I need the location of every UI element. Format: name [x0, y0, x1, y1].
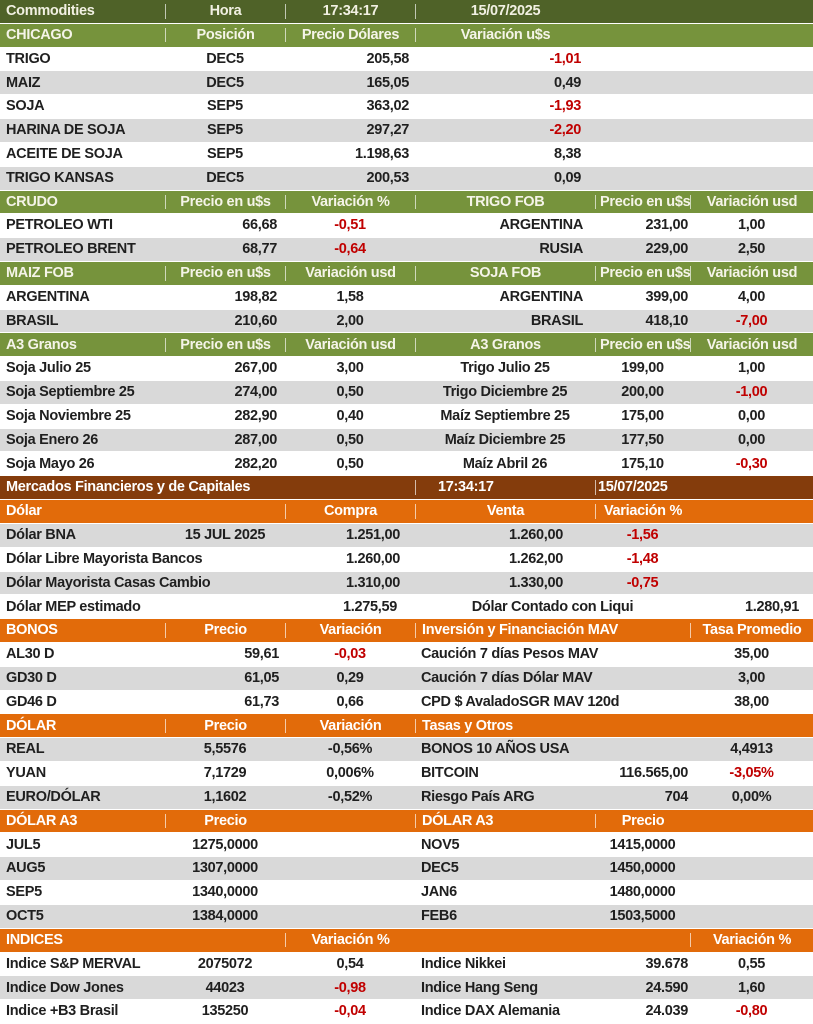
- header-a3-granos-cell-c5: Precio en u$s: [595, 338, 690, 353]
- header-bonos-mav-cell-c4: Inversión y Financiación MAV: [415, 623, 690, 638]
- chicago-soja: [0, 95, 813, 119]
- chicago-trigo-kansas-cell-c3: 200,53: [366, 169, 409, 186]
- crudo-petroleo-brent-cell-c3: -0,64: [334, 241, 366, 258]
- chicago-aceite-de-soja-cell-c1: ACEITE DE SOJA: [6, 146, 123, 163]
- a3-soja-enero-26-cell-c5: 177,50: [621, 431, 664, 448]
- a3-soja-julio-25-cell-c6: 1,00: [737, 360, 766, 377]
- chicago-trigo-cell-c2: DEC5: [206, 50, 244, 67]
- dolar-bna-cell-c3: 1.251,00: [345, 527, 400, 544]
- bonos-gd46d-cell-c1: GD46 D: [6, 693, 57, 710]
- maizfob-argentina-cell-c3: 1,58: [336, 288, 364, 305]
- bonos-gd46d: [0, 691, 813, 715]
- header-dolar-a3-cell-c4: DÓLAR A3: [415, 814, 595, 829]
- a3-soja-mayo-26: [0, 452, 813, 476]
- header-indices-cell-c3: Variación %: [285, 933, 415, 948]
- crudo-petroleo-wti-cell-c6: 1,00: [737, 217, 766, 234]
- dolar-a3-sep5-jan6-cell-c5: 1480,0000: [609, 884, 676, 901]
- indices-merval-nikkei: [0, 953, 813, 977]
- bonos-gd30d-cell-c1: GD30 D: [6, 669, 57, 686]
- chicago-soja-cell-c4: -1,93: [549, 98, 581, 115]
- header-crudo-trigofob: [0, 191, 813, 215]
- bonos-gd30d-cell-c4: Caución 7 días Dólar MAV: [421, 669, 593, 686]
- dolar-a3-sep5-jan6-cell-c2: 1340,0000: [192, 884, 258, 901]
- header-dolar-tasas-cell-c1: DÓLAR: [6, 717, 57, 734]
- bonos-gd30d-cell-c3: 0,29: [336, 669, 364, 686]
- maizfob-brasil-cell-c5: 418,10: [645, 312, 688, 329]
- dolar-a3-jul5-nov5: [0, 833, 813, 857]
- chicago-maiz-cell-c2: DEC5: [206, 74, 244, 91]
- dolar-libre-mayorista-bancos-cell-c1: Dólar Libre Mayorista Bancos: [6, 550, 203, 567]
- a3-soja-enero-26-cell-c4: Maíz Diciembre 25: [444, 431, 566, 448]
- header-bonos-mav-cell-c6: Tasa Promedio: [690, 623, 813, 638]
- indices-merval-nikkei-cell-c2: 2075072: [197, 955, 253, 972]
- fx-euro-dolar-cell-c3: -0,52%: [327, 789, 373, 806]
- header-dolar-cell-c1: Dólar: [6, 503, 42, 520]
- title-mercados-financieros-cell-c4: 17:34:17: [415, 480, 595, 495]
- dolar-bna: [0, 524, 813, 548]
- dolar-libre-mayorista-bancos-cell-c4: 1.262,00: [508, 550, 563, 567]
- a3-soja-julio-25: [0, 357, 813, 381]
- chicago-trigo: [0, 48, 813, 72]
- dolar-libre-mayorista-bancos-cell-c3: 1.260,00: [345, 550, 400, 567]
- a3-soja-enero-26-cell-c6: 0,00: [737, 431, 766, 448]
- dolar-bna-cell-c2: 15 JUL 2025: [184, 527, 266, 544]
- header-indices-cell-c1: INDICES: [6, 931, 63, 948]
- dolar-a3-jul5-nov5-cell-c1: JUL5: [6, 836, 41, 853]
- fx-real-cell-c2: 5,5576: [203, 741, 247, 758]
- chicago-trigo-kansas: [0, 167, 813, 191]
- dolar-mep-ccl-cell-c1: Dólar MEP estimado: [6, 598, 141, 615]
- dolar-a3-oct5-feb6-cell-c4: FEB6: [421, 908, 457, 925]
- title-mercados-financieros-cell-c5: 15/07/2025: [595, 480, 690, 495]
- indices-b3-dax: [0, 1000, 813, 1024]
- indices-b3-dax-cell-c2: 135250: [201, 1003, 249, 1020]
- header-bonos-mav-cell-c2: Precio: [165, 623, 285, 638]
- indices-b3-dax-cell-c5: 24.039: [645, 1003, 688, 1020]
- header-a3-granos-cell-c6: Variación usd: [690, 338, 813, 353]
- chicago-maiz-cell-c3: 165,05: [366, 74, 409, 91]
- bonos-gd46d-cell-c3: 0,66: [336, 693, 364, 710]
- a3-soja-julio-25-cell-c4: Trigo Julio 25: [460, 360, 550, 377]
- dolar-a3-jul5-nov5-cell-c4: NOV5: [421, 836, 460, 853]
- header-dolar-tasas-cell-c4: Tasas y Otros: [415, 719, 690, 734]
- chicago-trigo-kansas-cell-c1: TRIGO KANSAS: [6, 169, 114, 186]
- crudo-petroleo-brent-cell-c2: 68,77: [242, 241, 277, 258]
- indices-merval-nikkei-cell-c4: Indice Nikkei: [421, 955, 506, 972]
- bonos-gd30d-cell-c2: 61,05: [244, 669, 279, 686]
- title-mercados-financieros: [0, 476, 813, 500]
- dolar-mayorista-casas-cambio-cell-c4: 1.330,00: [508, 574, 563, 591]
- fx-real-cell-c1: REAL: [6, 741, 45, 758]
- chicago-aceite-de-soja-cell-c2: SEP5: [207, 146, 243, 163]
- a3-soja-enero-26-cell-c2: 287,00: [234, 431, 277, 448]
- fx-euro-dolar: [0, 786, 813, 810]
- maizfob-brasil-cell-c1: BRASIL: [6, 312, 59, 329]
- maizfob-brasil-cell-c4: BRASIL: [530, 312, 583, 329]
- title-commodities-cell-c4: 15/07/2025: [415, 4, 595, 19]
- bonos-gd30d-cell-c6: 3,00: [737, 669, 766, 686]
- crudo-petroleo-wti: [0, 214, 813, 238]
- header-crudo-trigofob-cell-c6: Variación usd: [690, 195, 813, 210]
- a3-soja-noviembre-25-cell-c4: Maíz Septiembre 25: [440, 407, 570, 424]
- dolar-mep-ccl-cell-c6: 1.280,91: [744, 598, 799, 615]
- a3-soja-septiembre-25-cell-c4: Trigo Diciembre 25: [442, 384, 568, 401]
- header-a3-granos-cell-c1: A3 Granos: [6, 336, 77, 353]
- fx-real: [0, 738, 813, 762]
- chicago-soja-cell-c2: SEP5: [207, 98, 243, 115]
- dolar-bna-cell-c4: 1.260,00: [508, 527, 563, 544]
- header-chicago-cell-c3: Precio Dólares: [285, 28, 415, 43]
- header-chicago-cell-c4: Variación u$s: [415, 28, 595, 43]
- dolar-mayorista-casas-cambio: [0, 572, 813, 596]
- chicago-maiz-cell-c4: 0,49: [553, 74, 581, 91]
- header-maizfob-sojafob-cell-c1: MAIZ FOB: [6, 265, 74, 282]
- indices-dowjones-hangseng-cell-c1: Indice Dow Jones: [6, 979, 124, 996]
- header-crudo-trigofob-cell-c3: Variación %: [285, 195, 415, 210]
- indices-merval-nikkei-cell-c1: Indice S&P MERVAL: [6, 955, 141, 972]
- indices-merval-nikkei-cell-c6: 0,55: [737, 955, 766, 972]
- chicago-aceite-de-soja: [0, 143, 813, 167]
- a3-soja-mayo-26-cell-c6: -0,30: [735, 455, 768, 472]
- dolar-libre-mayorista-bancos: [0, 548, 813, 572]
- header-chicago-cell-c2: Posición: [165, 28, 285, 43]
- header-dolar-tasas-cell-c2: Precio: [165, 719, 285, 734]
- chicago-harina-de-soja-cell-c4: -2,20: [549, 122, 581, 139]
- header-maizfob-sojafob-cell-c3: Variación usd: [285, 266, 415, 281]
- dolar-mayorista-casas-cambio-cell-c3: 1.310,00: [345, 574, 400, 591]
- fx-real-cell-c6: 4,4913: [730, 741, 773, 758]
- a3-soja-julio-25-cell-c3: 3,00: [336, 360, 364, 377]
- a3-soja-julio-25-cell-c5: 199,00: [621, 360, 664, 377]
- bonos-al30d-cell-c1: AL30 D: [6, 646, 55, 663]
- a3-soja-mayo-26-cell-c2: 282,20: [234, 455, 277, 472]
- bonos-al30d-cell-c4: Caución 7 días Pesos MAV: [421, 646, 599, 663]
- bonos-al30d: [0, 643, 813, 667]
- dolar-a3-jul5-nov5-cell-c5: 1415,0000: [609, 836, 676, 853]
- indices-b3-dax-cell-c3: -0,04: [334, 1003, 366, 1020]
- dolar-mep-ccl: [0, 595, 813, 619]
- chicago-soja-cell-c3: 363,02: [366, 98, 409, 115]
- a3-soja-septiembre-25-cell-c6: -1,00: [735, 384, 768, 401]
- header-dolar-cell-c4: Venta: [415, 504, 595, 519]
- a3-soja-enero-26: [0, 429, 813, 453]
- chicago-aceite-de-soja-cell-c4: 8,38: [553, 146, 581, 163]
- bonos-gd46d-cell-c2: 61,73: [244, 693, 279, 710]
- header-dolar-cell-c3: Compra: [285, 504, 415, 519]
- dolar-a3-sep5-jan6-cell-c1: SEP5: [6, 884, 42, 901]
- dolar-a3-jul5-nov5-cell-c2: 1275,0000: [192, 836, 258, 853]
- dolar-mayorista-casas-cambio-cell-c5: -0,75: [626, 574, 659, 591]
- indices-b3-dax-cell-c4: Indice DAX Alemania: [421, 1003, 560, 1020]
- title-commodities: [0, 0, 813, 24]
- maizfob-brasil-cell-c6: -7,00: [735, 312, 768, 329]
- header-a3-granos-cell-c3: Variación usd: [285, 338, 415, 353]
- a3-soja-noviembre-25: [0, 405, 813, 429]
- dolar-libre-mayorista-bancos-cell-c5: -1,48: [626, 550, 659, 567]
- header-crudo-trigofob-cell-c2: Precio en u$s: [165, 195, 285, 210]
- fx-euro-dolar-cell-c2: 1,1602: [203, 789, 247, 806]
- indices-merval-nikkei-cell-c5: 39.678: [645, 955, 688, 972]
- header-a3-granos-cell-c4: A3 Granos: [415, 338, 595, 353]
- a3-soja-mayo-26-cell-c5: 175,10: [621, 455, 664, 472]
- dolar-a3-aug5-dec5-cell-c1: AUG5: [6, 860, 46, 877]
- header-bonos-mav-cell-c3: Variación: [285, 623, 415, 638]
- title-mercados-financieros-cell-c1: Mercados Financieros y de Capitales: [6, 479, 251, 496]
- a3-soja-noviembre-25-cell-c1: Soja Noviembre 25: [6, 407, 131, 424]
- maizfob-brasil: [0, 310, 813, 334]
- a3-soja-septiembre-25: [0, 381, 813, 405]
- dolar-a3-oct5-feb6-cell-c5: 1503,5000: [609, 908, 676, 925]
- indices-dowjones-hangseng: [0, 976, 813, 1000]
- chicago-harina-de-soja-cell-c2: SEP5: [207, 122, 243, 139]
- header-a3-granos-cell-c2: Precio en u$s: [165, 338, 285, 353]
- header-crudo-trigofob-cell-c5: Precio en u$s: [595, 195, 690, 210]
- chicago-trigo-kansas-cell-c2: DEC5: [206, 169, 244, 186]
- chicago-harina-de-soja-cell-c1: HARINA DE SOJA: [6, 122, 126, 139]
- header-dolar-a3-cell-c2: Precio: [165, 814, 285, 829]
- bonos-gd46d-cell-c4: CPD $ AvaladoSGR MAV 120d: [421, 693, 620, 710]
- crudo-petroleo-brent-cell-c4: RUSIA: [539, 241, 583, 258]
- chicago-harina-de-soja-cell-c3: 297,27: [366, 122, 409, 139]
- fx-euro-dolar-cell-c1: EURO/DÓLAR: [6, 789, 101, 806]
- fx-yuan-cell-c1: YUAN: [6, 765, 46, 782]
- header-dolar-tasas-cell-c3: Variación: [285, 719, 415, 734]
- title-commodities-cell-c3: 17:34:17: [285, 4, 415, 19]
- header-maizfob-sojafob-cell-c5: Precio en u$s: [595, 266, 690, 281]
- dolar-a3-aug5-dec5-cell-c2: 1307,0000: [192, 860, 258, 877]
- indices-dowjones-hangseng-cell-c5: 24.590: [645, 979, 688, 996]
- a3-soja-noviembre-25-cell-c3: 0,40: [336, 407, 364, 424]
- a3-soja-enero-26-cell-c3: 0,50: [336, 431, 364, 448]
- maizfob-argentina-cell-c2: 198,82: [234, 288, 277, 305]
- chicago-trigo-cell-c1: TRIGO: [6, 50, 51, 67]
- crudo-petroleo-brent: [0, 238, 813, 262]
- crudo-petroleo-brent-cell-c6: 2,50: [737, 241, 766, 258]
- header-maizfob-sojafob-cell-c4: SOJA FOB: [415, 266, 595, 281]
- dolar-a3-aug5-dec5-cell-c4: DEC5: [421, 860, 459, 877]
- a3-soja-noviembre-25-cell-c6: 0,00: [737, 407, 766, 424]
- chicago-trigo-kansas-cell-c4: 0,09: [553, 169, 581, 186]
- crudo-petroleo-wti-cell-c1: PETROLEO WTI: [6, 217, 113, 234]
- header-dolar-a3-cell-c1: DÓLAR A3: [6, 812, 78, 829]
- maizfob-argentina-cell-c6: 4,00: [737, 288, 766, 305]
- header-dolar-a3-cell-c5: Precio: [595, 814, 690, 829]
- dolar-a3-sep5-jan6-cell-c4: JAN6: [421, 884, 457, 901]
- maizfob-brasil-cell-c3: 2,00: [336, 312, 364, 329]
- header-crudo-trigofob-cell-c4: TRIGO FOB: [415, 195, 595, 210]
- dolar-bna-cell-c1: Dólar BNA: [6, 527, 76, 544]
- a3-soja-mayo-26-cell-c4: Maíz Abril 26: [462, 455, 548, 472]
- maizfob-argentina-cell-c1: ARGENTINA: [6, 288, 90, 305]
- fx-euro-dolar-cell-c6: 0,00%: [731, 789, 772, 806]
- header-maizfob-sojafob-cell-c6: Variación usd: [690, 266, 813, 281]
- header-dolar-cell-c5: Variación %: [595, 504, 690, 519]
- crudo-petroleo-brent-cell-c5: 229,00: [645, 241, 688, 258]
- crudo-petroleo-wti-cell-c3: -0,51: [334, 217, 366, 234]
- a3-soja-noviembre-25-cell-c2: 282,90: [234, 407, 277, 424]
- crudo-petroleo-wti-cell-c5: 231,00: [645, 217, 688, 234]
- maizfob-argentina-cell-c4: ARGENTINA: [499, 288, 583, 305]
- indices-dowjones-hangseng-cell-c6: 1,60: [737, 979, 766, 996]
- fx-yuan-cell-c4: BITCOIN: [421, 765, 479, 782]
- header-dolar-a3: [0, 810, 813, 834]
- a3-soja-julio-25-cell-c1: Soja Julio 25: [6, 360, 91, 377]
- chicago-trigo-cell-c4: -1,01: [549, 50, 581, 67]
- header-chicago-cell-c1: CHICAGO: [6, 26, 73, 43]
- dolar-a3-oct5-feb6-cell-c2: 1384,0000: [192, 908, 258, 925]
- fx-yuan-cell-c2: 7,1729: [203, 765, 247, 782]
- chicago-maiz: [0, 71, 813, 95]
- header-indices: [0, 929, 813, 953]
- maizfob-argentina: [0, 286, 813, 310]
- dolar-mep-ccl-cell-c3: 1.275,59: [342, 598, 397, 615]
- a3-soja-julio-25-cell-c2: 267,00: [234, 360, 277, 377]
- maizfob-brasil-cell-c2: 210,60: [234, 312, 277, 329]
- header-bonos-mav: [0, 619, 813, 643]
- indices-b3-dax-cell-c1: Indice +B3 Brasil: [6, 1003, 119, 1020]
- bonos-gd46d-cell-c6: 38,00: [734, 693, 769, 710]
- indices-merval-nikkei-cell-c3: 0,54: [336, 955, 364, 972]
- header-bonos-mav-cell-c1: BONOS: [6, 622, 58, 639]
- dolar-a3-oct5-feb6-cell-c1: OCT5: [6, 908, 44, 925]
- fx-euro-dolar-cell-c4: Riesgo País ARG: [421, 789, 535, 806]
- a3-soja-septiembre-25-cell-c2: 274,00: [234, 384, 277, 401]
- a3-soja-septiembre-25-cell-c5: 200,00: [621, 384, 664, 401]
- header-chicago: [0, 24, 813, 48]
- dolar-a3-sep5-jan6: [0, 881, 813, 905]
- indices-b3-dax-cell-c6: -0,80: [735, 1003, 768, 1020]
- indices-dowjones-hangseng-cell-c4: Indice Hang Seng: [421, 979, 538, 996]
- dolar-mayorista-casas-cambio-cell-c1: Dólar Mayorista Casas Cambio: [6, 574, 211, 591]
- crudo-petroleo-wti-cell-c4: ARGENTINA: [499, 217, 583, 234]
- a3-soja-septiembre-25-cell-c3: 0,50: [336, 384, 364, 401]
- chicago-aceite-de-soja-cell-c3: 1.198,63: [354, 146, 409, 163]
- a3-soja-mayo-26-cell-c3: 0,50: [336, 455, 364, 472]
- header-a3-granos: [0, 333, 813, 357]
- crudo-petroleo-wti-cell-c2: 66,68: [242, 217, 277, 234]
- maizfob-argentina-cell-c5: 399,00: [645, 288, 688, 305]
- chicago-trigo-cell-c3: 205,58: [366, 50, 409, 67]
- fx-yuan-cell-c5: 116.565,00: [619, 765, 688, 782]
- fx-euro-dolar-cell-c5: 704: [664, 789, 688, 806]
- dolar-bna-cell-c5: -1,56: [626, 527, 659, 544]
- bonos-al30d-cell-c6: 35,00: [734, 646, 769, 663]
- chicago-soja-cell-c1: SOJA: [6, 98, 45, 115]
- a3-soja-enero-26-cell-c1: Soja Enero 26: [6, 431, 98, 448]
- header-dolar-tasas: [0, 714, 813, 738]
- crudo-petroleo-brent-cell-c1: PETROLEO BRENT: [6, 241, 136, 258]
- header-maizfob-sojafob: [0, 262, 813, 286]
- bonos-gd30d: [0, 667, 813, 691]
- bonos-al30d-cell-c2: 59,61: [244, 646, 279, 663]
- chicago-harina-de-soja: [0, 119, 813, 143]
- bonos-al30d-cell-c3: -0,03: [334, 646, 366, 663]
- header-dolar: [0, 500, 813, 524]
- fx-real-cell-c4: BONOS 10 AÑOS USA: [421, 741, 570, 758]
- indices-dowjones-hangseng-cell-c3: -0,98: [334, 979, 366, 996]
- a3-soja-septiembre-25-cell-c1: Soja Septiembre 25: [6, 384, 135, 401]
- fx-yuan-cell-c3: 0,006%: [326, 765, 374, 782]
- header-indices-cell-c6: Variación %: [690, 933, 813, 948]
- dolar-a3-oct5-feb6: [0, 905, 813, 929]
- chicago-maiz-cell-c1: MAIZ: [6, 74, 41, 91]
- dolar-a3-aug5-dec5: [0, 857, 813, 881]
- indices-dowjones-hangseng-cell-c2: 44023: [205, 979, 245, 996]
- fx-yuan-cell-c6: -3,05%: [729, 765, 774, 782]
- a3-soja-mayo-26-cell-c1: Soja Mayo 26: [6, 455, 95, 472]
- header-crudo-trigofob-cell-c1: CRUDO: [6, 193, 58, 210]
- fx-real-cell-c3: -0,56%: [327, 741, 373, 758]
- header-maizfob-sojafob-cell-c2: Precio en u$s: [165, 266, 285, 281]
- fx-yuan: [0, 762, 813, 786]
- dolar-a3-aug5-dec5-cell-c5: 1450,0000: [609, 860, 676, 877]
- a3-soja-noviembre-25-cell-c5: 175,00: [621, 407, 664, 424]
- title-commodities-cell-c2: Hora: [165, 4, 285, 19]
- title-commodities-cell-c1: Commodities: [6, 3, 95, 20]
- dolar-mep-ccl-cell-c4: Dólar Contado con Liqui: [471, 598, 634, 615]
